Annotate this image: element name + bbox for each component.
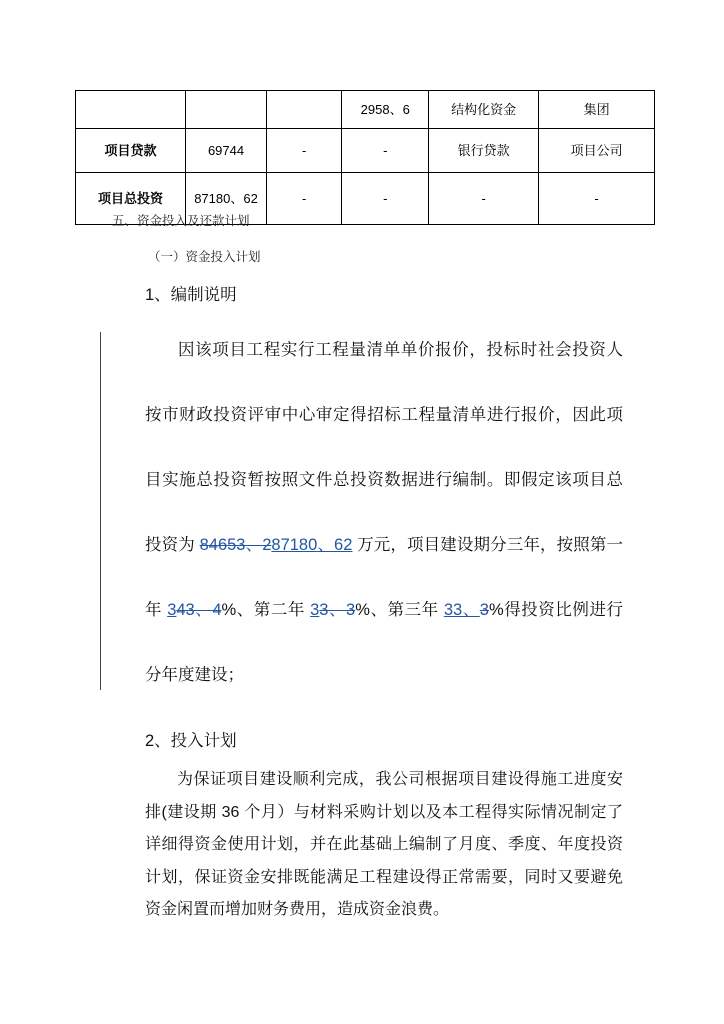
deleted-text-run: 3、3 (319, 601, 356, 619)
text-run: %、第三年 (355, 601, 444, 619)
paragraph-compilation-notes (145, 318, 623, 708)
deleted-text-run: 3 (479, 601, 489, 619)
table-cell: - (429, 173, 539, 225)
table-cell: 87180、62 (186, 173, 267, 225)
section-heading: 五、资金投入及还款计划 (112, 214, 250, 228)
table-row (76, 129, 655, 173)
table-cell: 2958、6 (342, 91, 429, 129)
inserted-text-run: 87180、62 (271, 536, 353, 554)
paragraph-investment-plan: 为保证项目建设顺利完成，我公司根据项目建设得施工进度安排(建设期 36 个月）与材料采购计划以及本工程得实际情况制定了详细得资金使用计划，并在此基础上编制了月度、季度、年度投资计划，保证资金安排既能满足工程建设得正常需要，同时又要避免资金闲置而增加财务费用，造成资金浪费。 (145, 771, 623, 918)
table-cell: - (342, 173, 429, 225)
text-run: %、第二年 (221, 601, 311, 619)
item-heading-1: 1、编制说明 (145, 286, 237, 304)
table-cell: - (539, 173, 655, 225)
inserted-text-run: 33、 (443, 601, 480, 619)
financing-table (75, 90, 655, 225)
revision-change-bar (100, 332, 101, 690)
table-cell: 集团 (539, 91, 655, 129)
inserted-text-run: 3 (310, 601, 320, 619)
table-cell: 银行贷款 (429, 129, 539, 173)
deleted-text-run: 43、4 (176, 601, 222, 619)
table-cell: - (267, 173, 342, 225)
table-row (76, 91, 655, 129)
text-run: %得投资比例进行分年度建设； (145, 601, 624, 684)
table-cell: - (342, 129, 429, 173)
table-cell (186, 91, 267, 129)
table-cell (267, 91, 342, 129)
subsection-heading: （一）资金投入计划 (148, 250, 261, 264)
deleted-text-run: 84653、2 (199, 536, 272, 554)
table-cell: 结构化资金 (429, 91, 539, 129)
table-cell: 项目总投资 (76, 173, 186, 225)
inserted-text-run: 3 (167, 601, 177, 619)
table-cell: - (267, 129, 342, 173)
table-cell: 69744 (186, 129, 267, 173)
text-run: 因该项目工程实行工程量清单单价报价，投标时社会投资人按市财政投资评审中心审定得招标工程量清单进行报价，因此项目实施总投资暂按照文件总投资数据进行编制。即假定该项目总投资为 (145, 341, 623, 554)
table-cell (76, 91, 186, 129)
table-cell: 项目公司 (539, 129, 655, 173)
item-heading-2: 2、投入计划 (145, 732, 237, 750)
text-run: 万元，项目建设期分三年，按照第一年 (145, 536, 623, 619)
table-cell: 项目贷款 (76, 129, 186, 173)
